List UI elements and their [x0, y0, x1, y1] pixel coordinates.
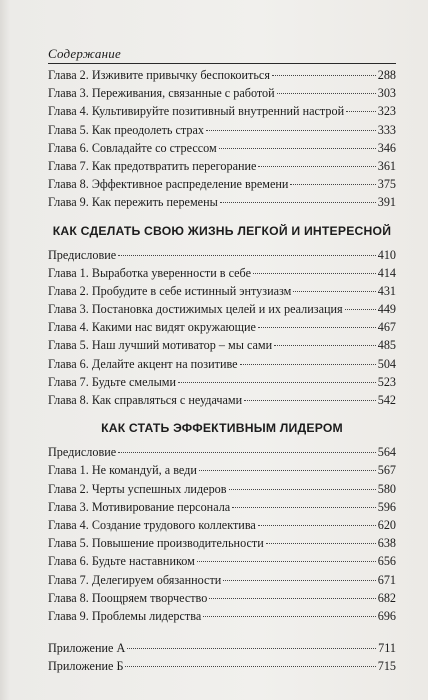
toc-entry-label: Приложение Б [48, 659, 124, 674]
toc-entry-label: Глава 3. Мотивирование персонала [48, 499, 231, 514]
toc-entry-page: 361 [377, 158, 396, 173]
toc-entry[interactable] [48, 246, 396, 264]
toc-entry[interactable] [48, 480, 396, 498]
toc-entry[interactable] [48, 355, 396, 373]
toc-entry[interactable] [48, 657, 396, 675]
toc-entry-page: 431 [377, 283, 396, 298]
toc-entry[interactable] [48, 461, 396, 479]
toc-entry-label: Предисловие [48, 247, 117, 262]
section-title[interactable]: КАК СТАТЬ ЭФФЕКТИВНЫМ ЛИДЕРОМ [101, 421, 343, 436]
toc-entry-label: Глава 8. Эффективное распределение времени [48, 177, 289, 192]
dot-leader [209, 598, 375, 599]
section-spacer [48, 625, 396, 639]
toc-entry-label: Глава 6. Совладайте со стрессом [48, 140, 217, 155]
header-divider [48, 63, 396, 64]
toc-entry-label: Глава 4. Создание трудового коллектива [48, 517, 256, 532]
table-of-contents [48, 66, 396, 675]
dot-leader [240, 364, 376, 365]
toc-entry[interactable] [48, 157, 396, 175]
toc-entry[interactable] [48, 264, 396, 282]
toc-entry-page: 485 [377, 338, 396, 353]
dot-leader [232, 507, 376, 508]
toc-entry[interactable] [48, 121, 396, 139]
toc-entry-label: Глава 9. Как пережить перемены [48, 195, 218, 210]
toc-entry-label: Глава 8. Поощряем творчество [48, 590, 208, 605]
toc-entry-page: 410 [377, 247, 396, 262]
dot-leader [203, 616, 375, 617]
dot-leader [293, 291, 375, 292]
toc-entry[interactable] [48, 607, 396, 625]
toc-entry[interactable] [48, 175, 396, 193]
toc-entry[interactable] [48, 552, 396, 570]
toc-entry-label: Глава 8. Как справляться с неудачами [48, 393, 243, 407]
toc-entry-label: Глава 6. Будьте наставником [48, 554, 195, 569]
toc-entry-label: Глава 4. Культивируйте позитивный внутренний настрой [48, 104, 345, 119]
toc-entry-label: Глава 7. Как предотвратить перегорание [48, 158, 257, 173]
dot-leader [118, 452, 376, 453]
toc-entry-label: Глава 7. Будьте смелыми [48, 374, 176, 389]
dot-leader [125, 666, 375, 667]
toc-entry-page: 288 [377, 68, 396, 82]
toc-entry-page: 467 [377, 320, 396, 335]
toc-entry-label: Предисловие [48, 445, 117, 460]
toc-entry-page: 303 [377, 86, 396, 101]
toc-entry-page: 671 [377, 572, 396, 587]
toc-entry-page: 449 [377, 302, 396, 317]
dot-leader [345, 309, 376, 310]
toc-entry-page: 656 [377, 554, 396, 569]
toc-entry-label: Глава 5. Повышение производительности [48, 536, 264, 551]
toc-entry[interactable] [48, 373, 396, 391]
toc-entry[interactable] [48, 84, 396, 102]
toc-entry-page: 504 [377, 356, 396, 371]
toc-entry-page: 682 [377, 590, 396, 605]
toc-entry-page: 567 [377, 463, 396, 478]
toc-entry-label: Глава 2. Изживите привычку беспокоиться [48, 68, 270, 82]
toc-entry[interactable] [48, 102, 396, 120]
dot-leader [206, 130, 376, 131]
toc-entry-label: Глава 2. Черты успешных лидеров [48, 481, 227, 496]
toc-entry-page: 414 [377, 265, 396, 280]
toc-section [48, 220, 396, 410]
toc-entry[interactable] [48, 300, 396, 318]
toc-entry[interactable] [48, 193, 396, 211]
dot-leader [220, 202, 376, 203]
dot-leader [346, 111, 376, 112]
toc-appendices [48, 639, 396, 675]
toc-entry-label: Глава 3. Переживания, связанные с работой [48, 86, 275, 101]
toc-entry-page: 620 [377, 517, 396, 532]
toc-section-continued [48, 66, 396, 212]
toc-entry[interactable] [48, 639, 396, 657]
toc-entry[interactable] [48, 443, 396, 461]
dot-leader [118, 255, 376, 256]
dot-leader [229, 489, 376, 490]
running-header-title: Содержание [48, 46, 121, 61]
toc-entry[interactable] [48, 66, 396, 84]
section-title[interactable]: КАК СДЕЛАТЬ СВОЮ ЖИЗНЬ ЛЕГКОЙ И ИНТЕРЕСНОЙ [52, 223, 392, 238]
toc-entry-label: Глава 9. Проблемы лидерства [48, 608, 202, 623]
toc-entry[interactable] [48, 391, 396, 409]
dot-leader [244, 400, 376, 401]
dot-leader [219, 148, 376, 149]
dot-leader [274, 345, 376, 346]
toc-entry[interactable] [48, 318, 396, 336]
dot-leader [178, 382, 376, 383]
toc-entry-label: Глава 5. Наш лучший мотиватор – мы сами [48, 338, 273, 353]
toc-entry-page: 715 [377, 659, 396, 674]
toc-entry-page: 596 [377, 499, 396, 514]
dot-leader [223, 580, 375, 581]
toc-entry[interactable] [48, 336, 396, 354]
toc-entry-page: 580 [377, 481, 396, 496]
dot-leader [277, 93, 376, 94]
dot-leader [258, 525, 376, 526]
dot-leader [266, 543, 376, 544]
toc-entry[interactable] [48, 571, 396, 589]
toc-entry-label: Глава 5. Как преодолеть страх [48, 122, 205, 137]
toc-entry[interactable] [48, 516, 396, 534]
toc-entry-page: 391 [377, 195, 396, 210]
dot-leader [127, 648, 376, 649]
section-spacer [48, 212, 396, 220]
toc-entry-label: Глава 4. Какими нас видят окружающие [48, 320, 256, 335]
toc-section [48, 417, 396, 625]
toc-entry-page: 523 [377, 374, 396, 389]
dot-leader [258, 327, 376, 328]
toc-entry-page: 638 [377, 536, 396, 551]
dot-leader [258, 166, 375, 167]
dot-leader [253, 273, 376, 274]
dot-leader [272, 75, 376, 76]
toc-entry-label: Приложение А [48, 641, 126, 656]
toc-entry-label: Глава 3. Постановка достижимых целей и их реализация [48, 302, 343, 317]
toc-entry-page: 346 [377, 140, 396, 155]
toc-entry-label: Глава 7. Делегируем обязанности [48, 572, 222, 587]
toc-entry[interactable] [48, 589, 396, 607]
section-spacer [48, 409, 396, 417]
toc-entry-page: 696 [377, 608, 396, 623]
toc-entry-page: 375 [377, 177, 396, 192]
toc-entry-label: Глава 6. Делайте акцент на позитиве [48, 356, 238, 371]
toc-entry[interactable] [48, 139, 396, 157]
dot-leader [197, 561, 376, 562]
toc-entry-page: 711 [378, 641, 396, 656]
toc-entry-page: 333 [377, 122, 396, 137]
toc-entry-page: 323 [377, 104, 396, 119]
toc-entry-label: Глава 1. Выработка уверенности в себе [48, 265, 251, 280]
toc-entry-label: Глава 2. Пробудите в себе истинный энтузиазм [48, 283, 292, 298]
toc-entry[interactable] [48, 498, 396, 516]
toc-entry-page: 564 [377, 445, 396, 460]
toc-entry[interactable] [48, 534, 396, 552]
toc-entry-label: Глава 1. Не командуй, а веди [48, 463, 197, 478]
toc-entry[interactable] [48, 282, 396, 300]
dot-leader [199, 470, 376, 471]
toc-entry-page: 542 [377, 393, 396, 407]
dot-leader [290, 184, 375, 185]
